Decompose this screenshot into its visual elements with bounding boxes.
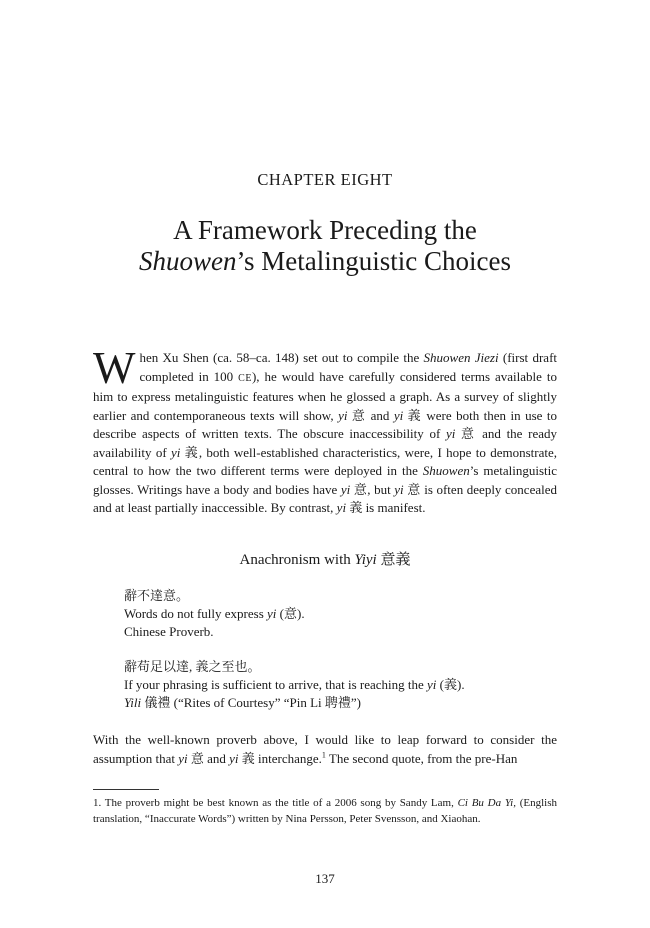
page-number: 137 bbox=[315, 871, 335, 886]
epigraph-2-chinese: 辭苟足以達, 義之至也。 bbox=[124, 659, 261, 674]
epigraph-1-source: Chinese Proverb. bbox=[124, 624, 214, 639]
chapter-title-rest: ’s Metalinguistic Choices bbox=[236, 246, 511, 276]
epigraph-1-chinese: 辭不達意。 bbox=[124, 588, 190, 603]
section-heading: Anachronism with Yiyi 意義 bbox=[239, 552, 411, 568]
epigraph-2-translation: If your phrasing is sufficient to arrive, that is reaching the yi (義). bbox=[124, 677, 465, 692]
body-paragraph: With the well-known proverb above, I would like to leap forward to consider the assumption that yi 意 and yi 義 interchange.$^1$ The second quote, from the pre-Han bbox=[93, 732, 557, 766]
intro-paragraph: When Xu Shen (ca. 58–ca. 148) set out to compile the Shuowen Jiezi (first draft completed in 100 CE), he would have carefully considered terms available to him to express metalinguistic features when he glossed a graph. As a survey of slightly earlier and contemporaneous texts will show, yi 意 and yi 義 were both then in use to describe aspects of written texts. The obscure inaccessibility of yi 意 and the ready availability of yi 義, both well-established characteristics, were, I hope to demonstrate, central to how the two different terms were deployed in the Shuowen’s metalinguistic glosses. Writings have a body and bodies have yi 意, but yi 意 is often deeply concealed and at least partially inaccessible. By contrast, yi 義 is manifest. bbox=[93, 343, 558, 515]
drop-cap: W bbox=[93, 343, 136, 393]
chapter-title-line-2 bbox=[0, 246, 650, 277]
epigraph-1 bbox=[124, 587, 544, 641]
chapter-label: CHAPTER EIGHT bbox=[257, 170, 393, 189]
footnote-marker[interactable]: 1 bbox=[321, 750, 326, 760]
epigraph-2 bbox=[124, 658, 544, 712]
epigraph-1-translation: Words do not fully express yi (意). bbox=[124, 606, 305, 621]
chapter-title bbox=[0, 215, 650, 277]
epigraph-2-source: Yili 儀禮 (“Rites of Courtesy” “Pin Li 聘禮”) bbox=[124, 695, 361, 710]
chapter-title-italic: Shuowen bbox=[139, 246, 237, 276]
footnote: 1. The proverb might be best known as the title of a 2006 song by Sandy Lam, Ci Bu Da Yi, (English translation, “Inaccurate Words”) written by Nina Persson, Peter Svensson, and Xiaohan. bbox=[93, 797, 557, 825]
chapter-title-line-1: A Framework Preceding the bbox=[173, 215, 477, 245]
footnote-divider bbox=[93, 789, 159, 790]
